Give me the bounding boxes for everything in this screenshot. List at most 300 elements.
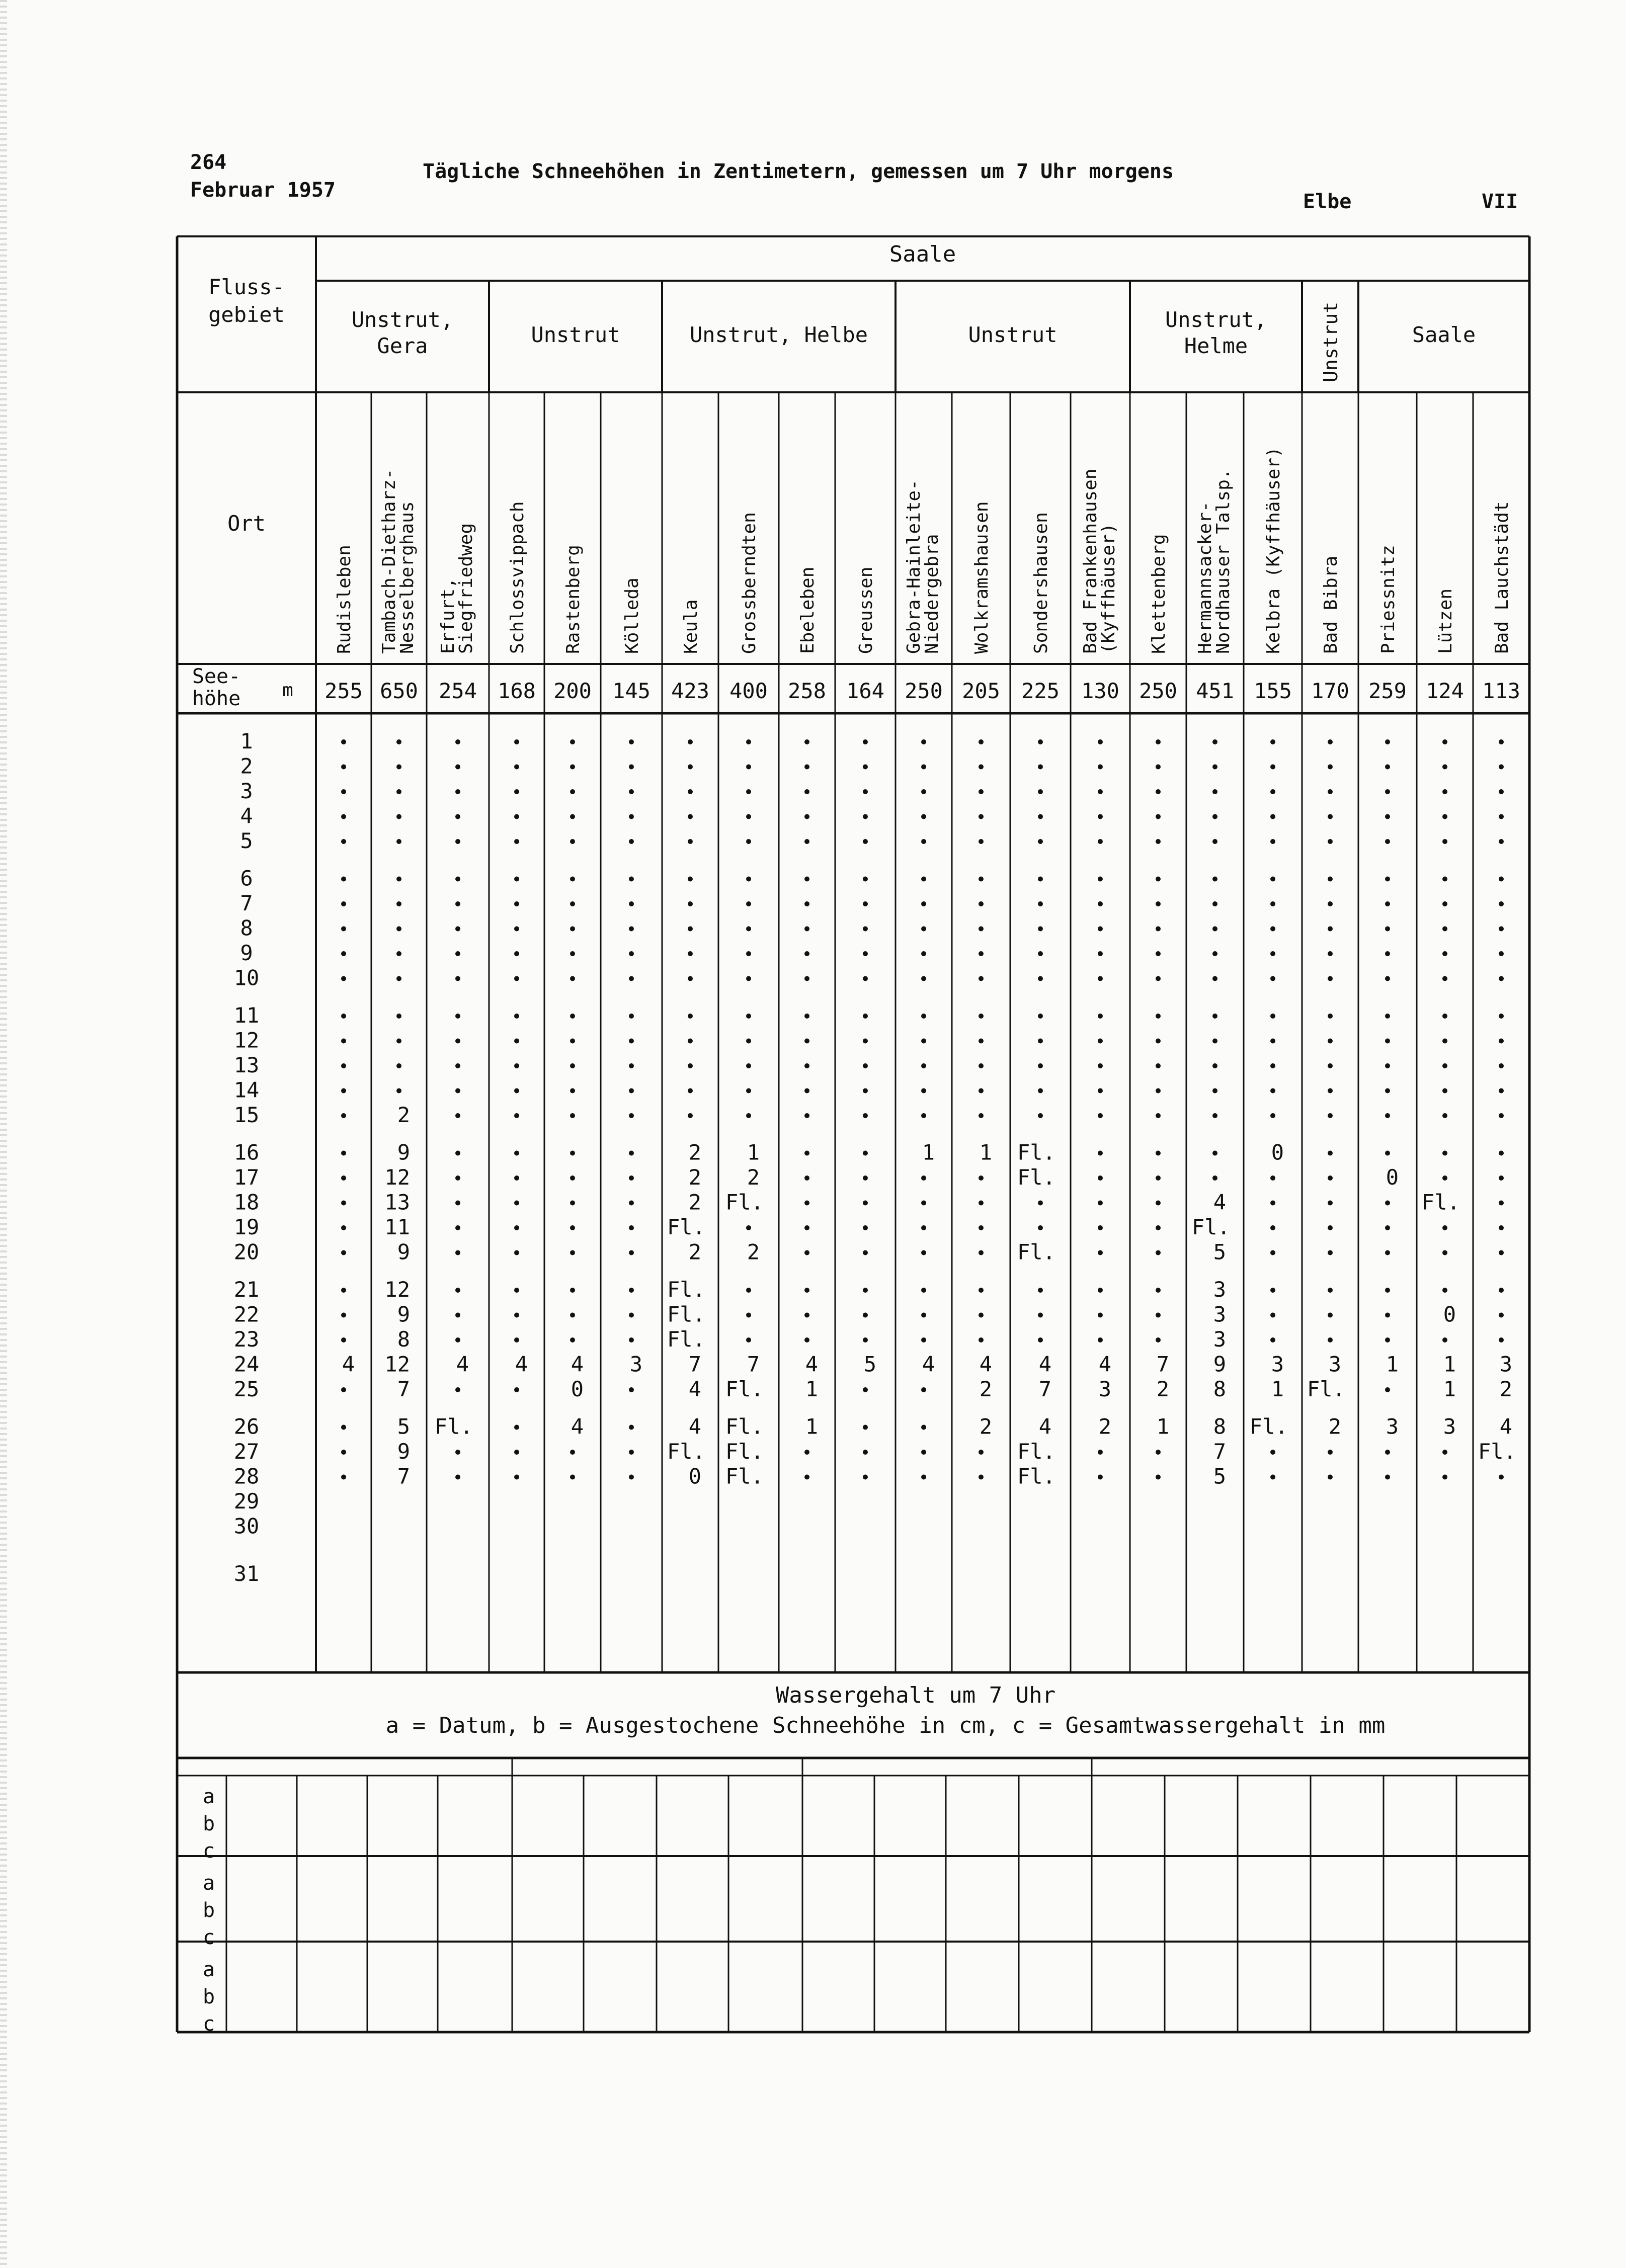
no-snow-dot	[1328, 1313, 1333, 1318]
no-snow-dot	[1385, 927, 1390, 932]
snow-depth-value: 9	[397, 1239, 410, 1265]
no-snow-dot	[804, 739, 809, 744]
water-row-label: b	[202, 1985, 215, 2008]
snow-depth-value: 4	[688, 1414, 701, 1439]
no-snow-dot	[570, 839, 575, 844]
no-snow-dot	[1385, 1039, 1390, 1044]
station-name: Klettenberg	[1149, 534, 1169, 654]
no-snow-dot	[455, 951, 460, 956]
no-snow-dot	[570, 1337, 575, 1342]
no-snow-dot	[629, 1151, 634, 1156]
no-snow-dot	[1385, 877, 1390, 882]
snow-depth-value: 3	[1443, 1414, 1456, 1439]
no-snow-dot	[1499, 1201, 1504, 1206]
no-snow-dot	[979, 1175, 984, 1181]
no-snow-dot	[1385, 1450, 1390, 1455]
no-snow-dot	[921, 1113, 926, 1118]
no-snow-dot	[863, 1475, 868, 1480]
station-name: Siegfriedweg	[456, 523, 476, 654]
no-snow-dot	[1385, 1250, 1390, 1255]
no-snow-dot	[1270, 1063, 1275, 1068]
no-snow-dot	[863, 927, 868, 932]
no-snow-dot	[1385, 1288, 1390, 1293]
snow-depth-value: 1	[1443, 1377, 1456, 1401]
no-snow-dot	[746, 1039, 751, 1044]
day-label: 18	[233, 1190, 260, 1215]
no-snow-dot	[1328, 789, 1333, 794]
no-snow-dot	[1038, 839, 1043, 844]
no-snow-dot	[688, 976, 693, 981]
no-snow-dot	[341, 1250, 346, 1255]
section-label: VII	[1482, 190, 1518, 213]
no-snow-dot	[1385, 1113, 1390, 1118]
no-snow-dot	[1212, 901, 1217, 906]
no-snow-dot	[1385, 739, 1390, 744]
no-snow-dot	[1270, 839, 1275, 844]
station-elevation: 155	[1254, 679, 1292, 703]
no-snow-dot	[1156, 1014, 1161, 1019]
no-snow-dot	[746, 765, 751, 770]
no-snow-dot	[570, 1088, 575, 1094]
no-snow-dot	[455, 814, 460, 819]
snow-depth-value: 3	[1386, 1414, 1399, 1439]
no-snow-dot	[629, 765, 634, 770]
no-snow-dot	[688, 1014, 693, 1019]
snow-depth-value: Fl.	[725, 1439, 764, 1464]
no-snow-dot	[455, 1175, 460, 1181]
basin-label: Unstrut	[1320, 301, 1342, 382]
snow-depth-value: 2	[979, 1414, 992, 1439]
no-snow-dot	[455, 877, 460, 882]
no-snow-dot	[1270, 877, 1275, 882]
station-elevation: 423	[671, 679, 709, 703]
no-snow-dot	[863, 739, 868, 744]
no-snow-dot	[921, 1039, 926, 1044]
no-snow-dot	[396, 877, 401, 882]
no-snow-dot	[1212, 927, 1217, 932]
water-row-label: a	[202, 1872, 215, 1895]
snow-depth-value: Fl.	[1478, 1439, 1516, 1464]
no-snow-dot	[629, 1425, 634, 1430]
no-snow-dot	[629, 927, 634, 932]
snow-depth-value: 3	[1328, 1352, 1341, 1377]
no-snow-dot	[396, 789, 401, 794]
report-month: Februar 1957	[190, 179, 336, 202]
no-snow-dot	[1098, 1313, 1103, 1318]
no-snow-dot	[979, 976, 984, 981]
day-label: 28	[233, 1464, 260, 1489]
station-name: Niedergebra	[922, 534, 942, 654]
no-snow-dot	[979, 1201, 984, 1206]
no-snow-dot	[804, 1225, 809, 1230]
snow-depth-value: 3	[1213, 1277, 1226, 1302]
no-snow-dot	[1098, 1288, 1103, 1293]
station-name: Nesselberghaus	[397, 501, 418, 654]
station-elevation: 113	[1482, 679, 1520, 703]
no-snow-dot	[979, 877, 984, 882]
snow-depth-value: 7	[1038, 1377, 1051, 1401]
no-snow-dot	[514, 1387, 519, 1392]
no-snow-dot	[979, 951, 984, 956]
no-snow-dot	[1156, 1201, 1161, 1206]
no-snow-dot	[1098, 1201, 1103, 1206]
no-snow-dot	[804, 789, 809, 794]
no-snow-dot	[1442, 1039, 1447, 1044]
no-snow-dot	[979, 1450, 984, 1455]
no-snow-dot	[1038, 877, 1043, 882]
snow-depth-value: 7	[688, 1352, 701, 1377]
day-label: 1	[240, 729, 253, 753]
no-snow-dot	[1442, 814, 1447, 819]
snow-depth-value: 2	[979, 1377, 992, 1401]
no-snow-dot	[979, 739, 984, 744]
no-snow-dot	[1156, 1250, 1161, 1255]
no-snow-dot	[455, 1387, 460, 1392]
no-snow-dot	[1499, 1313, 1504, 1318]
snow-depth-value: Fl.	[725, 1190, 764, 1215]
no-snow-dot	[863, 1313, 868, 1318]
no-snow-dot	[1156, 814, 1161, 819]
no-snow-dot	[1212, 739, 1217, 744]
no-snow-dot	[1442, 1225, 1447, 1230]
no-snow-dot	[1499, 927, 1504, 932]
day-label: 8	[240, 915, 253, 941]
no-snow-dot	[1270, 976, 1275, 981]
no-snow-dot	[804, 976, 809, 981]
snow-depth-value: 7	[1156, 1352, 1169, 1377]
no-snow-dot	[396, 1063, 401, 1068]
snow-depth-value: 1	[979, 1140, 992, 1165]
no-snow-dot	[979, 1063, 984, 1068]
no-snow-dot	[804, 1475, 809, 1480]
no-snow-dot	[341, 877, 346, 882]
no-snow-dot	[979, 1039, 984, 1044]
no-snow-dot	[688, 951, 693, 956]
no-snow-dot	[1156, 877, 1161, 882]
no-snow-dot	[1098, 951, 1103, 956]
no-snow-dot	[1442, 1337, 1447, 1342]
no-snow-dot	[688, 1039, 693, 1044]
no-snow-dot	[688, 814, 693, 819]
snow-depth-value: 1	[805, 1377, 818, 1401]
snow-depth-value: 1	[805, 1414, 818, 1439]
station-name: Wolkramshausen	[971, 501, 992, 654]
no-snow-dot	[1385, 1313, 1390, 1318]
snow-depth-value: 2	[1328, 1414, 1341, 1439]
no-snow-dot	[1499, 1014, 1504, 1019]
no-snow-dot	[341, 1039, 346, 1044]
no-snow-dot	[1328, 1063, 1333, 1068]
no-snow-dot	[514, 976, 519, 981]
no-snow-dot	[804, 1313, 809, 1318]
no-snow-dot	[1156, 1113, 1161, 1118]
no-snow-dot	[1038, 1088, 1043, 1094]
station-name: Kelbra (Kyffhäuser)	[1263, 447, 1284, 654]
day-label: 20	[233, 1239, 260, 1265]
no-snow-dot	[1328, 1288, 1333, 1293]
station-name: Sondershausen	[1031, 512, 1051, 654]
snow-depth-value: 3	[1213, 1302, 1226, 1327]
no-snow-dot	[341, 1201, 346, 1206]
no-snow-dot	[863, 789, 868, 794]
no-snow-dot	[1328, 765, 1333, 770]
no-snow-dot	[1442, 1151, 1447, 1156]
no-snow-dot	[455, 739, 460, 744]
no-snow-dot	[570, 1225, 575, 1230]
no-snow-dot	[1038, 765, 1043, 770]
no-snow-dot	[570, 739, 575, 744]
snow-depth-value: 4	[1038, 1352, 1051, 1377]
no-snow-dot	[1156, 927, 1161, 932]
no-snow-dot	[629, 901, 634, 906]
snow-depth-value: 2	[1098, 1414, 1111, 1439]
no-snow-dot	[921, 1175, 926, 1181]
no-snow-dot	[455, 1063, 460, 1068]
no-snow-dot	[921, 1337, 926, 1342]
no-snow-dot	[921, 1288, 926, 1293]
no-snow-dot	[514, 789, 519, 794]
no-snow-dot	[1270, 1313, 1275, 1318]
no-snow-dot	[1499, 789, 1504, 794]
no-snow-dot	[1098, 1088, 1103, 1094]
no-snow-dot	[921, 1313, 926, 1318]
snow-depth-value: 4	[342, 1352, 355, 1377]
no-snow-dot	[455, 976, 460, 981]
no-snow-dot	[1328, 739, 1333, 744]
no-snow-dot	[688, 1063, 693, 1068]
no-snow-dot	[1328, 1337, 1333, 1342]
no-snow-dot	[455, 1313, 460, 1318]
no-snow-dot	[863, 976, 868, 981]
no-snow-dot	[341, 765, 346, 770]
no-snow-dot	[1442, 877, 1447, 882]
station-elevation: 255	[324, 679, 363, 703]
no-snow-dot	[979, 789, 984, 794]
no-snow-dot	[1156, 901, 1161, 906]
no-snow-dot	[629, 739, 634, 744]
no-snow-dot	[455, 901, 460, 906]
snow-depth-value: 4	[688, 1377, 701, 1401]
no-snow-dot	[688, 765, 693, 770]
no-snow-dot	[1098, 901, 1103, 906]
no-snow-dot	[570, 1039, 575, 1044]
station-elevation: 451	[1196, 679, 1234, 703]
no-snow-dot	[979, 1250, 984, 1255]
no-snow-dot	[514, 1250, 519, 1255]
no-snow-dot	[1270, 765, 1275, 770]
snow-depth-value: 2	[1156, 1377, 1169, 1401]
day-label: 27	[233, 1439, 260, 1464]
no-snow-dot	[1098, 1250, 1103, 1255]
no-snow-dot	[629, 1288, 634, 1293]
no-snow-dot	[746, 877, 751, 882]
no-snow-dot	[455, 1450, 460, 1455]
day-label: 15	[233, 1103, 260, 1127]
no-snow-dot	[921, 839, 926, 844]
day-label: 10	[233, 965, 260, 990]
no-snow-dot	[1328, 1225, 1333, 1230]
no-snow-dot	[570, 901, 575, 906]
no-snow-dot	[629, 877, 634, 882]
snow-depth-value: 9	[397, 1439, 410, 1464]
no-snow-dot	[1385, 1387, 1390, 1392]
no-snow-dot	[1098, 1337, 1103, 1342]
no-snow-dot	[1328, 1113, 1333, 1118]
snow-depth-value: 4	[979, 1352, 992, 1377]
no-snow-dot	[1156, 1313, 1161, 1318]
no-snow-dot	[1212, 877, 1217, 882]
no-snow-dot	[1385, 839, 1390, 844]
no-snow-dot	[1156, 976, 1161, 981]
no-snow-dot	[863, 1014, 868, 1019]
station-name: Priessnitz	[1378, 545, 1399, 654]
no-snow-dot	[396, 976, 401, 981]
no-snow-dot	[921, 765, 926, 770]
station-name: Grossberndten	[739, 512, 760, 654]
no-snow-dot	[514, 1063, 519, 1068]
no-snow-dot	[1328, 927, 1333, 932]
snow-depth-value: 7	[397, 1377, 410, 1401]
no-snow-dot	[1442, 1175, 1447, 1181]
no-snow-dot	[1270, 789, 1275, 794]
day-label: 17	[233, 1165, 260, 1190]
snow-depth-value: Fl.	[1422, 1190, 1460, 1215]
no-snow-dot	[863, 1175, 868, 1181]
station-elevation: 145	[612, 679, 651, 703]
no-snow-dot	[629, 951, 634, 956]
no-snow-dot	[341, 1088, 346, 1094]
no-snow-dot	[1038, 789, 1043, 794]
no-snow-dot	[455, 1337, 460, 1342]
snow-depth-value: Fl.	[1307, 1377, 1345, 1401]
no-snow-dot	[629, 1014, 634, 1019]
no-snow-dot	[1385, 814, 1390, 819]
snow-depth-value: 2	[688, 1190, 701, 1215]
no-snow-dot	[1270, 1288, 1275, 1293]
day-label: 6	[240, 866, 253, 891]
no-snow-dot	[1499, 1039, 1504, 1044]
no-snow-dot	[1385, 1063, 1390, 1068]
no-snow-dot	[921, 1387, 926, 1392]
no-snow-dot	[1098, 1039, 1103, 1044]
no-snow-dot	[629, 1313, 634, 1318]
no-snow-dot	[1212, 1014, 1217, 1019]
snow-depth-value: Fl.	[667, 1302, 705, 1327]
no-snow-dot	[1038, 814, 1043, 819]
page-title: Tägliche Schneehöhen in Zentimetern, gemessen um 7 Uhr morgens	[423, 160, 1174, 183]
no-snow-dot	[1499, 1151, 1504, 1156]
no-snow-dot	[570, 1151, 575, 1156]
no-snow-dot	[1499, 976, 1504, 981]
no-snow-dot	[1212, 1113, 1217, 1118]
ort-label: Ort	[227, 511, 266, 536]
no-snow-dot	[455, 1151, 460, 1156]
day-label: 14	[233, 1077, 260, 1103]
no-snow-dot	[746, 951, 751, 956]
no-snow-dot	[341, 1337, 346, 1342]
no-snow-dot	[921, 901, 926, 906]
no-snow-dot	[514, 1313, 519, 1318]
no-snow-dot	[1038, 927, 1043, 932]
no-snow-dot	[455, 1014, 460, 1019]
no-snow-dot	[746, 1337, 751, 1342]
snow-depth-value: 4	[456, 1352, 469, 1377]
no-snow-dot	[1442, 1250, 1447, 1255]
no-snow-dot	[514, 1014, 519, 1019]
no-snow-dot	[863, 1387, 868, 1392]
no-snow-dot	[863, 877, 868, 882]
snow-depth-value: 2	[1499, 1377, 1512, 1401]
no-snow-dot	[863, 951, 868, 956]
station-name: Greussen	[856, 566, 876, 654]
station-elevation: 650	[380, 679, 418, 703]
basin-label: Unstrut,	[1165, 307, 1267, 332]
no-snow-dot	[1499, 739, 1504, 744]
no-snow-dot	[863, 1151, 868, 1156]
no-snow-dot	[1212, 1039, 1217, 1044]
seehoehe-label: höhe	[192, 687, 241, 710]
no-snow-dot	[746, 901, 751, 906]
no-snow-dot	[1098, 877, 1103, 882]
no-snow-dot	[863, 901, 868, 906]
no-snow-dot	[979, 1313, 984, 1318]
no-snow-dot	[629, 1225, 634, 1230]
station-elevation: 259	[1368, 679, 1407, 703]
no-snow-dot	[1098, 1151, 1103, 1156]
no-snow-dot	[746, 1225, 751, 1230]
no-snow-dot	[1212, 765, 1217, 770]
no-snow-dot	[1212, 839, 1217, 844]
no-snow-dot	[341, 1014, 346, 1019]
station-name: Rudisleben	[334, 545, 355, 654]
no-snow-dot	[514, 901, 519, 906]
station-name: Tambach-Dietharz-	[379, 468, 399, 654]
water-row-label: c	[202, 2012, 215, 2036]
no-snow-dot	[1385, 1475, 1390, 1480]
no-snow-dot	[341, 789, 346, 794]
no-snow-dot	[804, 1063, 809, 1068]
snow-depth-value: Fl.	[725, 1414, 764, 1439]
no-snow-dot	[921, 1450, 926, 1455]
no-snow-dot	[1038, 1288, 1043, 1293]
no-snow-dot	[1156, 839, 1161, 844]
no-snow-dot	[514, 951, 519, 956]
water-title: Wassergehalt um 7 Uhr	[775, 1683, 1056, 1708]
no-snow-dot	[1270, 1225, 1275, 1230]
no-snow-dot	[1270, 1337, 1275, 1342]
no-snow-dot	[804, 901, 809, 906]
no-snow-dot	[514, 1425, 519, 1430]
no-snow-dot	[921, 927, 926, 932]
no-snow-dot	[629, 1201, 634, 1206]
day-label: 29	[233, 1489, 260, 1514]
no-snow-dot	[1156, 1175, 1161, 1181]
water-row-label: a	[202, 1785, 215, 1808]
day-label: 24	[233, 1352, 260, 1377]
no-snow-dot	[514, 1201, 519, 1206]
snow-depth-value: Fl.	[667, 1215, 705, 1239]
no-snow-dot	[629, 814, 634, 819]
snow-depth-value: 12	[384, 1277, 410, 1302]
no-snow-dot	[1385, 789, 1390, 794]
no-snow-dot	[396, 739, 401, 744]
no-snow-dot	[1156, 1088, 1161, 1094]
no-snow-dot	[629, 1387, 634, 1392]
snow-depth-value: 0	[571, 1377, 584, 1401]
snow-depth-value: 2	[688, 1165, 701, 1190]
no-snow-dot	[1385, 1014, 1390, 1019]
no-snow-dot	[455, 839, 460, 844]
